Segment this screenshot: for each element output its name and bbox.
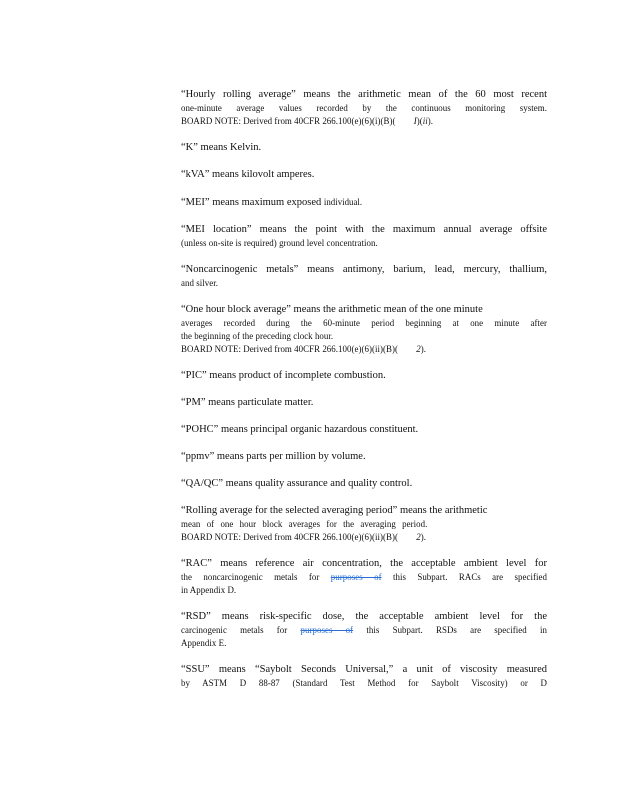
definition-text: “RSD” means risk-specific dose, the acceptable ambient level for the [181, 611, 547, 622]
definition-text: “PM” means particulate matter. [181, 397, 314, 408]
definition-text: Appendix E. [181, 638, 227, 648]
definition-text: “Rolling average for the selected averaging period” means the arithmetic [181, 505, 488, 516]
definition-text: (unless on-site is required) ground level concentration. [181, 238, 378, 248]
definition-text: “PIC” means product of incomplete combustion. [181, 370, 386, 381]
definition-text: by ASTM D 88-87 (Standard Test Method for Saybolt Viscosity) or D [181, 678, 547, 688]
definition-rolling-average [181, 504, 547, 544]
definition-mei-location [181, 223, 547, 250]
definition-text: “QA/QC” means quality assurance and quality control. [181, 478, 413, 489]
definition-text: and silver. [181, 278, 219, 288]
board-note: BOARD NOTE: Derived from 40CFR 266.100(e)(6)(ii)(B)( 2). [181, 532, 426, 542]
definition-one-hour-block-average [181, 303, 547, 356]
definition-text: “POHC” means principal organic hazardous constituent. [181, 424, 419, 435]
deleted-text: purposes of [330, 572, 382, 582]
definition-text: the noncarcinogenic metals for purposes of this Subpart. RACs are specified [181, 572, 547, 582]
definition-pm [181, 396, 547, 410]
definition-pic [181, 369, 547, 383]
definition-noncarcinogenic-metals [181, 263, 547, 290]
definition-text: “One hour block average” means the arithmetic mean of the one minute [181, 304, 483, 315]
definition-k [181, 141, 547, 155]
definition-text: “K” means Kelvin. [181, 142, 262, 153]
definition-text: “MEI location” means the point with the maximum annual average offsite [181, 224, 547, 235]
definition-text: “kVA” means kilovolt amperes. [181, 169, 315, 180]
definition-text: “RAC” means reference air concentration, the acceptable ambient level for [181, 558, 547, 569]
definition-qa-qc [181, 477, 547, 491]
definition-ppmv [181, 450, 547, 464]
definition-text: averages recorded during the 60-minute period beginning at one minute after [181, 318, 547, 328]
definition-mei [181, 195, 547, 210]
definition-text: “Noncarcinogenic metals” means antimony, barium, lead, mercury, thallium, [181, 264, 547, 275]
definition-hourly-rolling-average [181, 88, 547, 128]
definition-text: “Hourly rolling average” means the arithmetic mean of the 60 most recent [181, 89, 547, 100]
definition-ssu [181, 663, 547, 690]
board-note: BOARD NOTE: Derived from 40CFR 266.100(e)(6)(ii)(B)( 2). [181, 344, 426, 354]
definition-text: in Appendix D. [181, 585, 237, 595]
definition-text: “ppmv” means parts per million by volume. [181, 451, 366, 462]
definition-text: one-minute average values recorded by the continuous monitoring system. [181, 103, 547, 113]
definition-pohc [181, 423, 547, 437]
board-note: BOARD NOTE: Derived from 40CFR 266.100(e)(6)(i)(B)( I)(ii). [181, 116, 434, 126]
definition-rsd [181, 610, 547, 650]
deleted-text: purposes of [300, 625, 354, 635]
definition-rac [181, 557, 547, 597]
definition-text: mean of one hour block averages for the averaging period. [181, 519, 428, 529]
definition-text: the beginning of the preceding clock hour. [181, 331, 334, 341]
definition-kva [181, 168, 547, 182]
definition-text: “MEI” means maximum exposed individual. [181, 197, 363, 208]
definition-text: carcinogenic metals for purposes of this Subpart. RSDs are specified in [181, 625, 547, 635]
definitions-column [181, 88, 547, 703]
definition-text: “SSU” means “Saybolt Seconds Universal,” a unit of viscosity measured [181, 664, 547, 675]
